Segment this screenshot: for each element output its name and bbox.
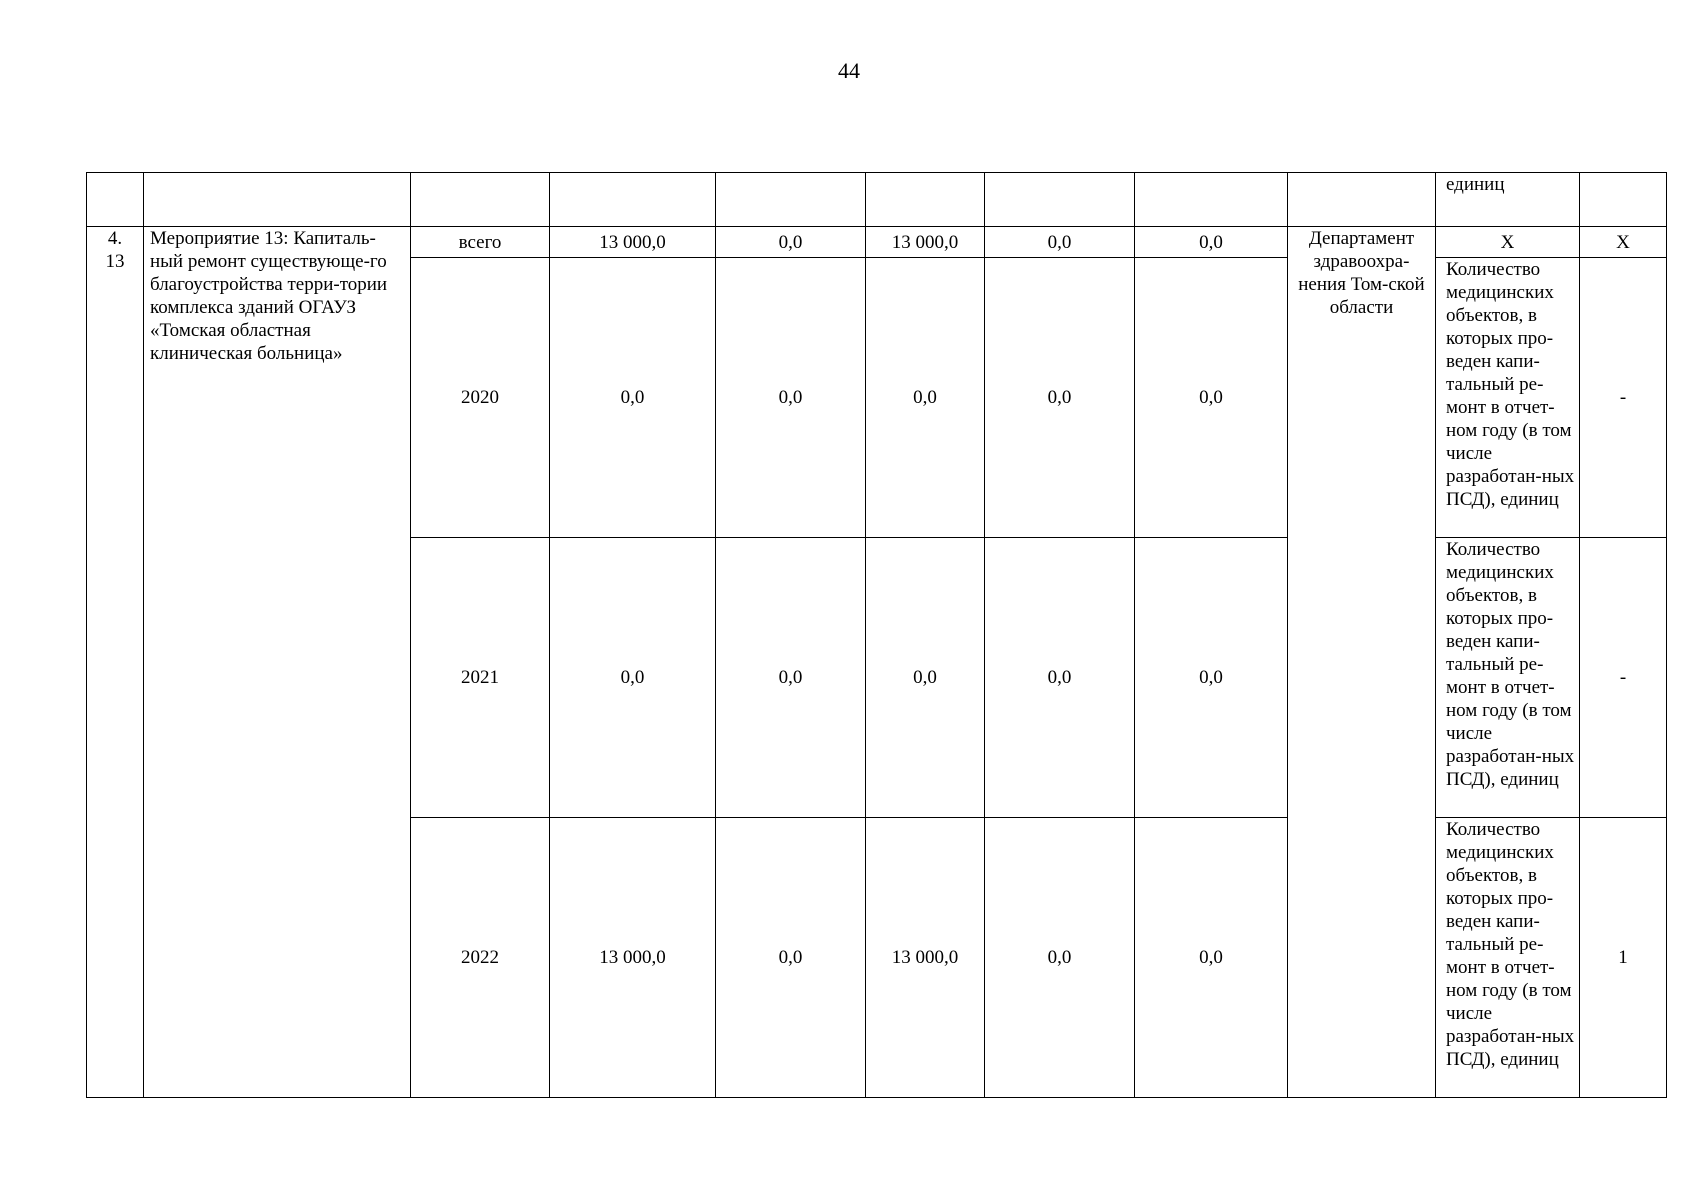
cell-empty [411,173,550,227]
year-c2: 0,0 [716,538,866,818]
year-c2: 0,0 [716,258,866,538]
cell-empty [866,173,985,227]
year-c2: 0,0 [716,818,866,1098]
total-value: Х [1580,227,1667,258]
year-c5: 0,0 [1135,538,1288,818]
total-c5: 0,0 [1135,227,1288,258]
program-table [86,172,1667,1098]
cell-empty [87,173,144,227]
measure-name: Мероприятие 13: Капиталь-ный ремонт существующе-го благоустройства терри-тории комплекса зданий ОГАУЗ «Томская областная клиническая больница» [144,227,411,1098]
year-c4: 0,0 [985,538,1135,818]
year-c5: 0,0 [1135,258,1288,538]
year-c4: 0,0 [985,818,1135,1098]
cell-empty [144,173,411,227]
total-c3: 13 000,0 [866,227,985,258]
indicator-text: Количество медицинских объектов, в которых про-веден капи-тальный ре-монт в отчет-ном году (в том числе разработан-ных ПСД), единиц [1436,258,1580,538]
year-c1: 0,0 [550,538,716,818]
indicator-value: - [1580,538,1667,818]
cell-empty [985,173,1135,227]
total-indicator: Х [1436,227,1580,258]
year-c3: 0,0 [866,538,985,818]
cell-empty [1580,173,1667,227]
year-c1: 0,0 [550,258,716,538]
indicator-tail: единиц [1436,173,1580,227]
total-row [87,227,1667,258]
cell-empty [716,173,866,227]
year-c4: 0,0 [985,258,1135,538]
year-label: 2022 [411,818,550,1098]
cell-empty [550,173,716,227]
cell-empty [1288,173,1436,227]
cell-empty [1135,173,1288,227]
total-c2: 0,0 [716,227,866,258]
indicator-value: 1 [1580,818,1667,1098]
year-c1: 13 000,0 [550,818,716,1098]
indicator-value: - [1580,258,1667,538]
continuation-row [87,173,1667,227]
measure-number: 4. 13 [87,227,144,1098]
indicator-text: Количество медицинских объектов, в которых про-веден капи-тальный ре-монт в отчет-ном году (в том числе разработан-ных ПСД), единиц [1436,818,1580,1098]
year-label: 2020 [411,258,550,538]
total-c4: 0,0 [985,227,1135,258]
total-label: всего [411,227,550,258]
year-c5: 0,0 [1135,818,1288,1098]
total-c1: 13 000,0 [550,227,716,258]
year-label: 2021 [411,538,550,818]
year-c3: 13 000,0 [866,818,985,1098]
indicator-text: Количество медицинских объектов, в которых про-веден капи-тальный ре-монт в отчет-ном году (в том числе разработан-ных ПСД), единиц [1436,538,1580,818]
page-number: 44 [838,58,860,83]
year-c3: 0,0 [866,258,985,538]
department: Департамент здравоохра-нения Том-ской области [1288,227,1436,1098]
